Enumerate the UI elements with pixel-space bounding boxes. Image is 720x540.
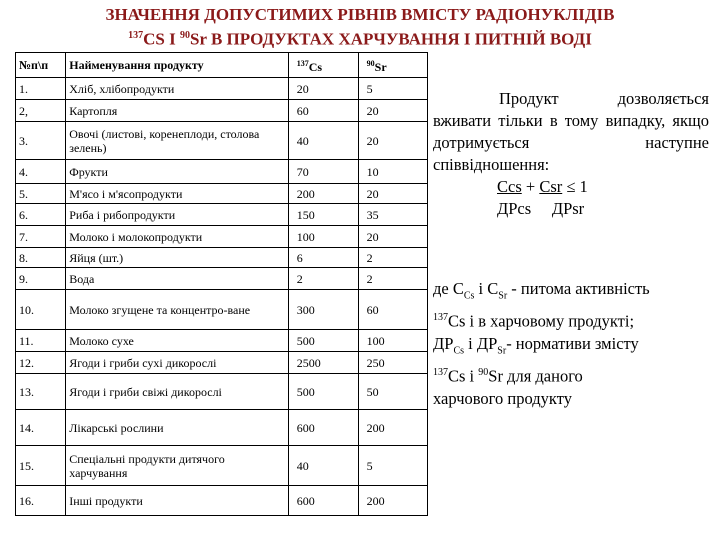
page-title [0, 4, 720, 50]
legend-t7: - нормативи змісту [506, 333, 639, 353]
cell-number: 10. [16, 290, 66, 330]
cell-cs-value: 2500 [288, 352, 358, 374]
formula-legend [433, 278, 715, 410]
legend-line-1 [433, 278, 715, 307]
cell-sr-value: 250 [358, 352, 427, 374]
cs-mass-number: 137 [128, 30, 144, 41]
table-row [16, 184, 428, 204]
legend-cs-sub: Cs [463, 290, 475, 302]
cell-sr-value: 20 [358, 100, 427, 122]
header-product-name: Найменування продукту [66, 53, 289, 78]
cell-number: 4. [16, 160, 66, 184]
cell-product-name: Хліб, хлібопродукти [66, 78, 289, 100]
sr-mass-number: 90 [180, 30, 191, 41]
cell-sr-value: 5 [358, 78, 427, 100]
header-sr [358, 53, 427, 78]
table-row [16, 330, 428, 352]
formula-dpsr: ДPsr [551, 199, 585, 218]
legend-cs-mass2: 137 [433, 367, 448, 379]
title-line-1: ЗНАЧЕННЯ ДОПУСТИМИХ РІВНІВ ВМІСТУ РАДІОНУКЛІДІВ [105, 5, 615, 24]
formula-plus: + [521, 177, 540, 196]
legend-line-5: харчового продукту [433, 388, 572, 408]
legend-sr-sub2: Sr [497, 345, 507, 357]
condition-text [433, 88, 709, 220]
cell-sr-value: 5 [358, 446, 427, 486]
table-header-row [16, 53, 428, 78]
table-row [16, 226, 428, 248]
cell-product-name: Картопля [66, 100, 289, 122]
formula-gap [531, 199, 552, 218]
cell-product-name: Овочі (листові, коренеплоди, столова зелень) [66, 122, 289, 160]
table-row [16, 248, 428, 268]
cell-sr-value: 200 [358, 410, 427, 446]
cell-sr-value: 20 [358, 184, 427, 204]
cell-cs-value: 600 [288, 410, 358, 446]
header-cs [288, 53, 358, 78]
cell-number: 13. [16, 374, 66, 410]
table-row [16, 410, 428, 446]
table-row [16, 160, 428, 184]
header-cs-mass: 137 [296, 58, 309, 68]
cell-product-name: Фрукти [66, 160, 289, 184]
cell-product-name: Ягоди і гриби свіжі дикорослі [66, 374, 289, 410]
table-body [16, 78, 428, 516]
table-row [16, 122, 428, 160]
table-row [16, 374, 428, 410]
cell-product-name: Молоко згущене та концентро-ване [66, 290, 289, 330]
cell-cs-value: 60 [288, 100, 358, 122]
cell-cs-value: 150 [288, 204, 358, 226]
legend-t3: - питома активність [507, 279, 650, 298]
legend-t9: Sr для даного [488, 366, 583, 386]
legend-t4: Cs і в харчовому продукті; [448, 311, 635, 331]
formula-le-one: ≤ 1 [562, 177, 588, 196]
cell-cs-value: 20 [288, 78, 358, 100]
cell-product-name: Ягоди і гриби сухі дикорослі [66, 352, 289, 374]
cell-cs-value: 6 [288, 248, 358, 268]
cell-sr-value: 20 [358, 226, 427, 248]
sr-label: Sr [190, 29, 207, 49]
header-number: №п\п [16, 53, 66, 78]
cs-label: CS І [143, 29, 181, 49]
cell-sr-value: 35 [358, 204, 427, 226]
cell-number: 9. [16, 268, 66, 290]
table-row [16, 78, 428, 100]
cell-sr-value: 200 [358, 486, 427, 516]
legend-cs-mass: 137 [433, 312, 448, 324]
legend-t8: Cs і [448, 366, 479, 386]
radionuclide-limits-table [15, 52, 428, 516]
cell-cs-value: 500 [288, 374, 358, 410]
table-row [16, 352, 428, 374]
legend-line-2 [433, 307, 715, 333]
cell-cs-value: 100 [288, 226, 358, 248]
legend-t1: де C [433, 279, 464, 298]
cell-cs-value: 300 [288, 290, 358, 330]
legend-sr-sub: Sr [498, 290, 508, 302]
cell-sr-value: 60 [358, 290, 427, 330]
cell-product-name: Інші продукти [66, 486, 289, 516]
cell-number: 8. [16, 248, 66, 268]
cell-product-name: Вода [66, 268, 289, 290]
cell-number: 6. [16, 204, 66, 226]
legend-cs-sub2: Cs [453, 345, 464, 357]
cell-number: 7. [16, 226, 66, 248]
cell-number: 5. [16, 184, 66, 204]
legend-t6: і ДP [464, 333, 498, 353]
legend-t2: і C [474, 279, 499, 298]
formula-csr: Csr [539, 177, 563, 196]
table-row [16, 486, 428, 516]
legend-line-3 [433, 333, 715, 362]
table-row [16, 100, 428, 122]
cell-product-name: М'ясо і м'ясопродукти [66, 184, 289, 204]
cell-number: 3. [16, 122, 66, 160]
ratio-formula [433, 176, 709, 220]
cell-cs-value: 70 [288, 160, 358, 184]
cell-product-name: Молоко і молокопродукти [66, 226, 289, 248]
legend-line-4 [433, 362, 715, 388]
legend-sr-mass: 90 [478, 367, 489, 379]
legend-t5: ДP [433, 333, 454, 353]
cell-number: 2, [16, 100, 66, 122]
cell-cs-value: 600 [288, 486, 358, 516]
cell-product-name: Лікарські рослини [66, 410, 289, 446]
cell-sr-value: 50 [358, 374, 427, 410]
cell-product-name: Риба і рибопродукти [66, 204, 289, 226]
cell-cs-value: 500 [288, 330, 358, 352]
formula-numerator [497, 176, 588, 198]
cell-sr-value: 10 [358, 160, 427, 184]
cell-number: 14. [16, 410, 66, 446]
formula-dpcs: ДPcs [497, 199, 532, 218]
cell-number: 1. [16, 78, 66, 100]
cell-product-name: Спеціальні продукти дитячого харчування [66, 446, 289, 486]
condition-paragraph: Продукт дозволяється вживати тільки в тому випадку, якщо дотримується наступне співвідношення: [433, 89, 709, 174]
cell-cs-value: 200 [288, 184, 358, 204]
formula-ccs: Ccs [497, 177, 522, 196]
cell-product-name: Яйця (шт.) [66, 248, 289, 268]
title-rest: В ПРОДУКТАХ ХАРЧУВАННЯ І ПИТНІЙ ВОДІ [206, 29, 592, 49]
cell-sr-value: 20 [358, 122, 427, 160]
header-sr-label: Sr [374, 59, 387, 74]
header-sr-mass: 90 [366, 58, 375, 68]
table-row [16, 268, 428, 290]
formula-denominator [497, 198, 584, 220]
cell-number: 15. [16, 446, 66, 486]
cell-number: 11. [16, 330, 66, 352]
cell-sr-value: 2 [358, 248, 427, 268]
cell-number: 12. [16, 352, 66, 374]
table-row [16, 446, 428, 486]
cell-cs-value: 40 [288, 446, 358, 486]
cell-product-name: Молоко сухе [66, 330, 289, 352]
cell-sr-value: 100 [358, 330, 427, 352]
header-cs-label: Cs [308, 59, 323, 74]
table-row [16, 290, 428, 330]
table-row [16, 204, 428, 226]
cell-cs-value: 40 [288, 122, 358, 160]
title-line-2 [0, 25, 720, 50]
cell-cs-value: 2 [288, 268, 358, 290]
cell-sr-value: 2 [358, 268, 427, 290]
cell-number: 16. [16, 486, 66, 516]
